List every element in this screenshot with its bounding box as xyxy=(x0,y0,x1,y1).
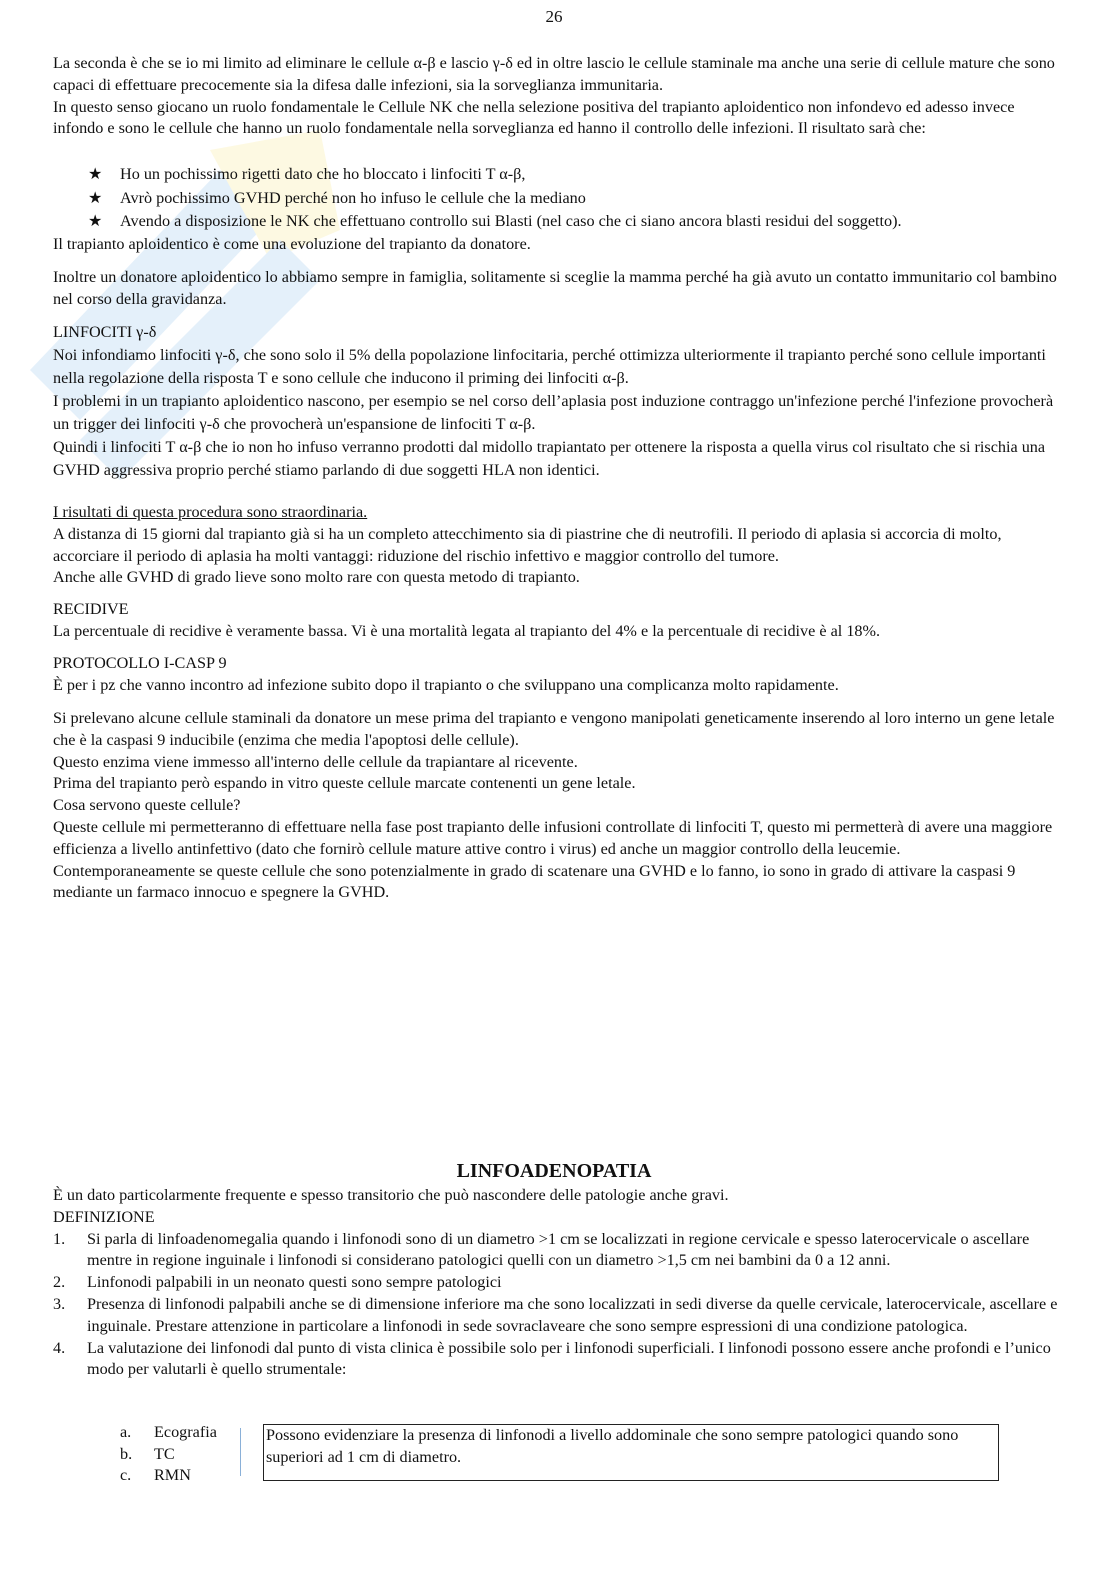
sub-list xyxy=(120,1422,217,1487)
list-item xyxy=(53,1294,1058,1338)
paragraph: È un dato particolarmente frequente e spesso transitorio che può nascondere delle patologie anche gravi. xyxy=(53,1186,729,1204)
paragraph: È per i pz che vanno incontro ad infezione subito dopo il trapianto o che sviluppano una complicanza molto rapidamente. xyxy=(53,675,839,694)
brace-divider xyxy=(236,1428,241,1476)
star-bullet-icon: ★ xyxy=(88,212,103,230)
list-item xyxy=(120,1444,217,1466)
paragraph: In questo senso giocano un ruolo fondamentale le Cellule NK che nella selezione positiva del trapianto aploidentico non infondevo ed adesso invece infondo e sono le cellule che hanno un ruolo fondamentale nella sorveglianza ed hanno il controllo delle infezioni. Il risultato sarà che: xyxy=(53,97,1015,138)
list-item-text: TC xyxy=(154,1444,175,1463)
recidive-section xyxy=(53,599,1058,643)
list-number: 2. xyxy=(53,1273,66,1292)
star-bullet-icon: ★ xyxy=(88,188,103,207)
paragraph: Questo enzima viene immesso all'interno delle cellule da trapiantare al ricevente. xyxy=(53,752,578,771)
paragraph: Prima del trapianto però espando in vitro queste cellule marcate contenenti un gene letale. xyxy=(53,774,636,793)
paragraph: Inoltre un donatore aploidentico lo abbiamo sempre in famiglia, solitamente si sceglie la mamma perché ha già avuto un contatto immunitario col bambino nel corso della gravidanza. xyxy=(53,268,1057,308)
linfoadenopatia-section xyxy=(53,1185,1058,1381)
paragraph: Quindi i linfociti T α-β che io non ho infuso verranno prodotti dal midollo trapiantato per ottenere la risposta a quella virus col risultato che si rischia una GVHD aggressiva proprio perché stiamo parlando di due soggetti HLA non identici. xyxy=(53,438,1046,479)
intro-section xyxy=(53,53,1058,140)
list-item xyxy=(120,1422,217,1444)
list-item-text: Ho un pochissimo rigetti dato che ho bloccato i linfociti T α-β, xyxy=(120,165,526,183)
list-number: 3. xyxy=(53,1294,66,1313)
paragraph: La percentuale di recidive è veramente bassa. Vi è una mortalità legata al trapianto del 4% e la percentuale di recidive è al 18%. xyxy=(53,621,881,640)
paragraph: Queste cellule mi permetteranno di effettuare nella fase post trapianto delle infusioni controllate di linfociti T, questo mi permetterà di avere una maggiore efficienza a livello antinfettivo (dato che fornirò cellule mature attive contro i virus) ed anche un maggior controllo della leucemie. xyxy=(53,817,1053,858)
list-letter: c. xyxy=(120,1466,132,1484)
section-title: PROTOCOLLO I-CASP 9 xyxy=(53,654,227,672)
list-item xyxy=(88,210,1058,234)
list-number: 1. xyxy=(53,1229,66,1248)
list-item xyxy=(88,187,1058,211)
list-item xyxy=(53,1229,1058,1273)
risultati-section xyxy=(53,502,1058,589)
section-title: DEFINIZIONE xyxy=(53,1207,155,1226)
list-item-text: Presenza di linfonodi palpabili anche se di dimensione inferiore ma che sono localizzati in sedi diverse da quelle cervicale, laterocervicale, ascellare e inguinale. Prestare attenzione in particolare a linfonodi in sede sovraclaveare che sono sempre espressioni di una condizione patologica. xyxy=(87,1294,1058,1335)
list-item-text: Ecografia xyxy=(154,1423,217,1441)
list-number: 4. xyxy=(53,1338,66,1357)
bullet-list xyxy=(88,163,1058,234)
star-bullet-icon: ★ xyxy=(88,165,103,183)
note-box: Possono evidenziare la presenza di linfonodi a livello addominale che sono sempre patologici quando sono superiori ad 1 cm di diametro. xyxy=(263,1424,999,1481)
list-item-text: RMN xyxy=(154,1466,191,1484)
list-letter: b. xyxy=(120,1444,133,1463)
list-item-text: Avrò pochissimo GVHD perché non ho infuso le cellule che la mediano xyxy=(120,188,586,207)
protocollo-section xyxy=(53,653,1058,697)
list-item-text: Avendo a disposizione le NK che effettuano controllo sui Blasti (nel caso che ci siano ancora blasti residui del soggetto). xyxy=(120,212,902,230)
paragraph: Anche alle GVHD di grado lieve sono molto rare con questa metodo di trapianto. xyxy=(53,568,580,587)
paragraph: A distanza di 15 giorni dal trapianto già si ha un completo attecchimento sia di piastrine che di neutrofili. Il periodo di aplasia si accorcia di molto, accorciare il periodo di aplasia ha molti vantaggi: riduzione del rischio infettivo e maggior controllo del tumore. xyxy=(53,524,1002,565)
list-item-text: La valutazione dei linfonodi dal punto di vista clinica è possibile solo per i linfonodi superficiali. I linfonodi possono essere anche profondi e l’unico modo per valutarli è quello strumentale: xyxy=(87,1338,1051,1379)
paragraph: Cosa servono queste cellule? xyxy=(53,796,241,815)
paragraph: Il trapianto aploidentico è come una evoluzione del trapianto da donatore. xyxy=(53,235,531,253)
list-item xyxy=(53,1272,1058,1294)
paragraph: Contemporaneamente se queste cellule che sono potenzialmente in grado di scatenare una GVHD e lo fanno, io sono in grado di attivare la caspasi 9 mediante un farmaco innocuo e spegnere la GVHD. xyxy=(53,861,1016,902)
paragraph: I problemi in un trapianto aploidentico nascono, per esempio se nel corso dell’aplasia post induzione contraggo un'infezione perché l'infezione provocherà un trigger dei linfociti γ-δ che provocherà un'espansione de linfociti T α-β. xyxy=(53,392,1054,433)
list-item-text: Linfonodi palpabili in un neonato questi sono sempre patologici xyxy=(87,1273,502,1292)
linfociti-section xyxy=(53,321,1058,482)
list-item xyxy=(120,1465,217,1487)
list-item xyxy=(88,163,1058,187)
protocollo-details xyxy=(53,708,1058,904)
section-title: I risultati di questa procedura sono straordinaria. xyxy=(53,503,368,521)
paragraph: Si prelevano alcune cellule staminali da donatore un mese prima del trapianto e vengono manipolati geneticamente inserendo al loro interno un gene letale che è la caspasi 9 inducibile (enzima che media l'apoptosi delle cellule). xyxy=(53,709,1055,749)
section-title: LINFOCITI γ-δ xyxy=(53,323,157,341)
section-title: RECIDIVE xyxy=(53,600,129,618)
list-letter: a. xyxy=(120,1423,132,1441)
page-number: 26 xyxy=(545,7,563,26)
paragraph: La seconda è che se io mi limito ad eliminare le cellule α-β e lascio γ-δ ed in oltre lascio le cellule staminale ma anche una serie di cellule mature che sono capaci di effettuare precocemente sia la difesa dalle infezioni, sia la sorveglianza immunitaria. xyxy=(53,54,1055,94)
paragraph: Noi infondiamo linfociti γ-δ, che sono solo il 5% della popolazione linfocitaria, perché ottimizza ulteriormente il trapianto perché sono cellule importanti nella regolazione della risposta T e sono cellule che inducono il priming dei linfociti α-β. xyxy=(53,346,1046,387)
heading-linfoadenopatia: LINFOADENOPATIA xyxy=(456,1160,652,1182)
list-item-text: Si parla di linfoadenomegalia quando i linfonodi sono di un diametro >1 cm se localizzati in regione cervicale e spesso laterocervicale o ascellare mentre in regione inguinale i linfonodi si considerano patologici quelli con un diametro >1,5 cm nei bambini da 0 a 12 anni. xyxy=(87,1229,1030,1270)
list-item xyxy=(53,1338,1058,1382)
numbered-list xyxy=(53,1229,1058,1382)
